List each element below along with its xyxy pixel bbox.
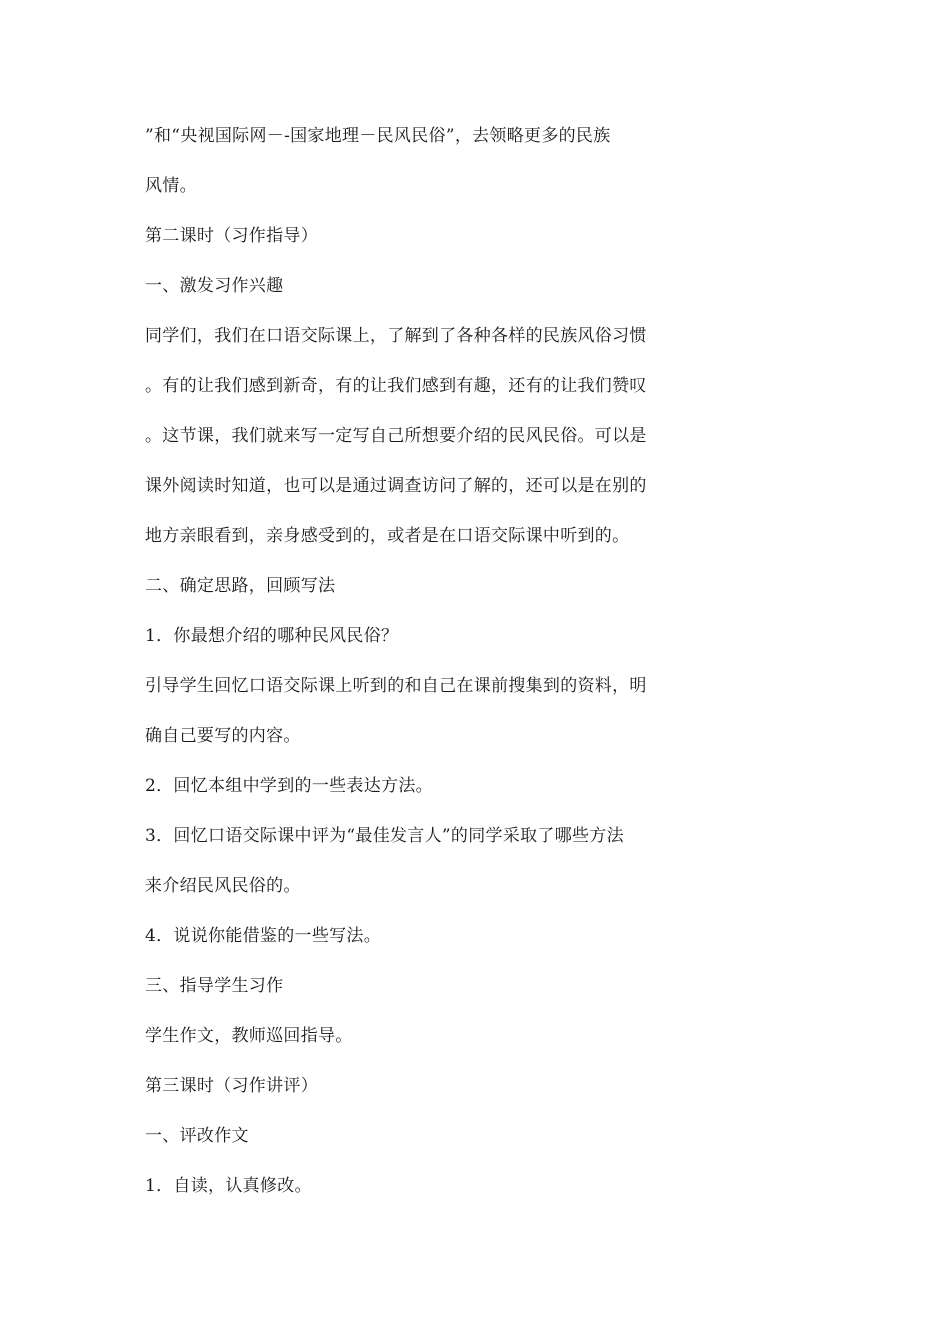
paragraph-line: 来介绍民风民俗的。: [145, 876, 301, 896]
paragraph-line: 课外阅读时知道，也可以是通过调查访问了解的，还可以是在别的: [145, 476, 647, 496]
paragraph-line: 风情。: [145, 176, 197, 196]
paragraph-line: 。这节课，我们就来写一定写自己所想要介绍的民风民俗。可以是: [145, 426, 647, 446]
paragraph-line: 确自己要写的内容。: [145, 726, 301, 746]
paragraph-line: 引导学生回忆口语交际课上听到的和自己在课前搜集到的资料，明: [145, 676, 647, 696]
section-heading: 第二课时（习作指导）: [145, 226, 318, 246]
list-item: 2．回忆本组中学到的一些表达方法。: [145, 776, 433, 796]
paragraph-line: ”和“央视国际网－-国家地理－民风民俗”，去领略更多的民族: [145, 126, 611, 146]
list-item: 1．你最想介绍的哪种民风民俗？: [145, 626, 399, 646]
list-item: 3．回忆口语交际课中评为“最佳发言人”的同学采取了哪些方法: [145, 826, 624, 846]
subsection-heading: 三、指导学生习作: [145, 976, 284, 996]
subsection-heading: 一、评改作文: [145, 1126, 249, 1146]
subsection-heading: 一、激发习作兴趣: [145, 276, 284, 296]
paragraph-line: 地方亲眼看到，亲身感受到的，或者是在口语交际课中听到的。: [145, 526, 630, 546]
list-item: 1．自读，认真修改。: [145, 1176, 312, 1196]
paragraph-line: 同学们，我们在口语交际课上，了解到了各种各样的民族风俗习惯: [145, 326, 647, 346]
paragraph-line: 。有的让我们感到新奇，有的让我们感到有趣，还有的让我们赞叹: [145, 376, 647, 396]
subsection-heading: 二、确定思路，回顾写法: [145, 576, 336, 596]
paragraph-line: 学生作文，教师巡回指导。: [145, 1026, 353, 1046]
list-item: 4．说说你能借鉴的一些写法。: [145, 926, 382, 946]
section-heading: 第三课时（习作讲评）: [145, 1076, 318, 1096]
